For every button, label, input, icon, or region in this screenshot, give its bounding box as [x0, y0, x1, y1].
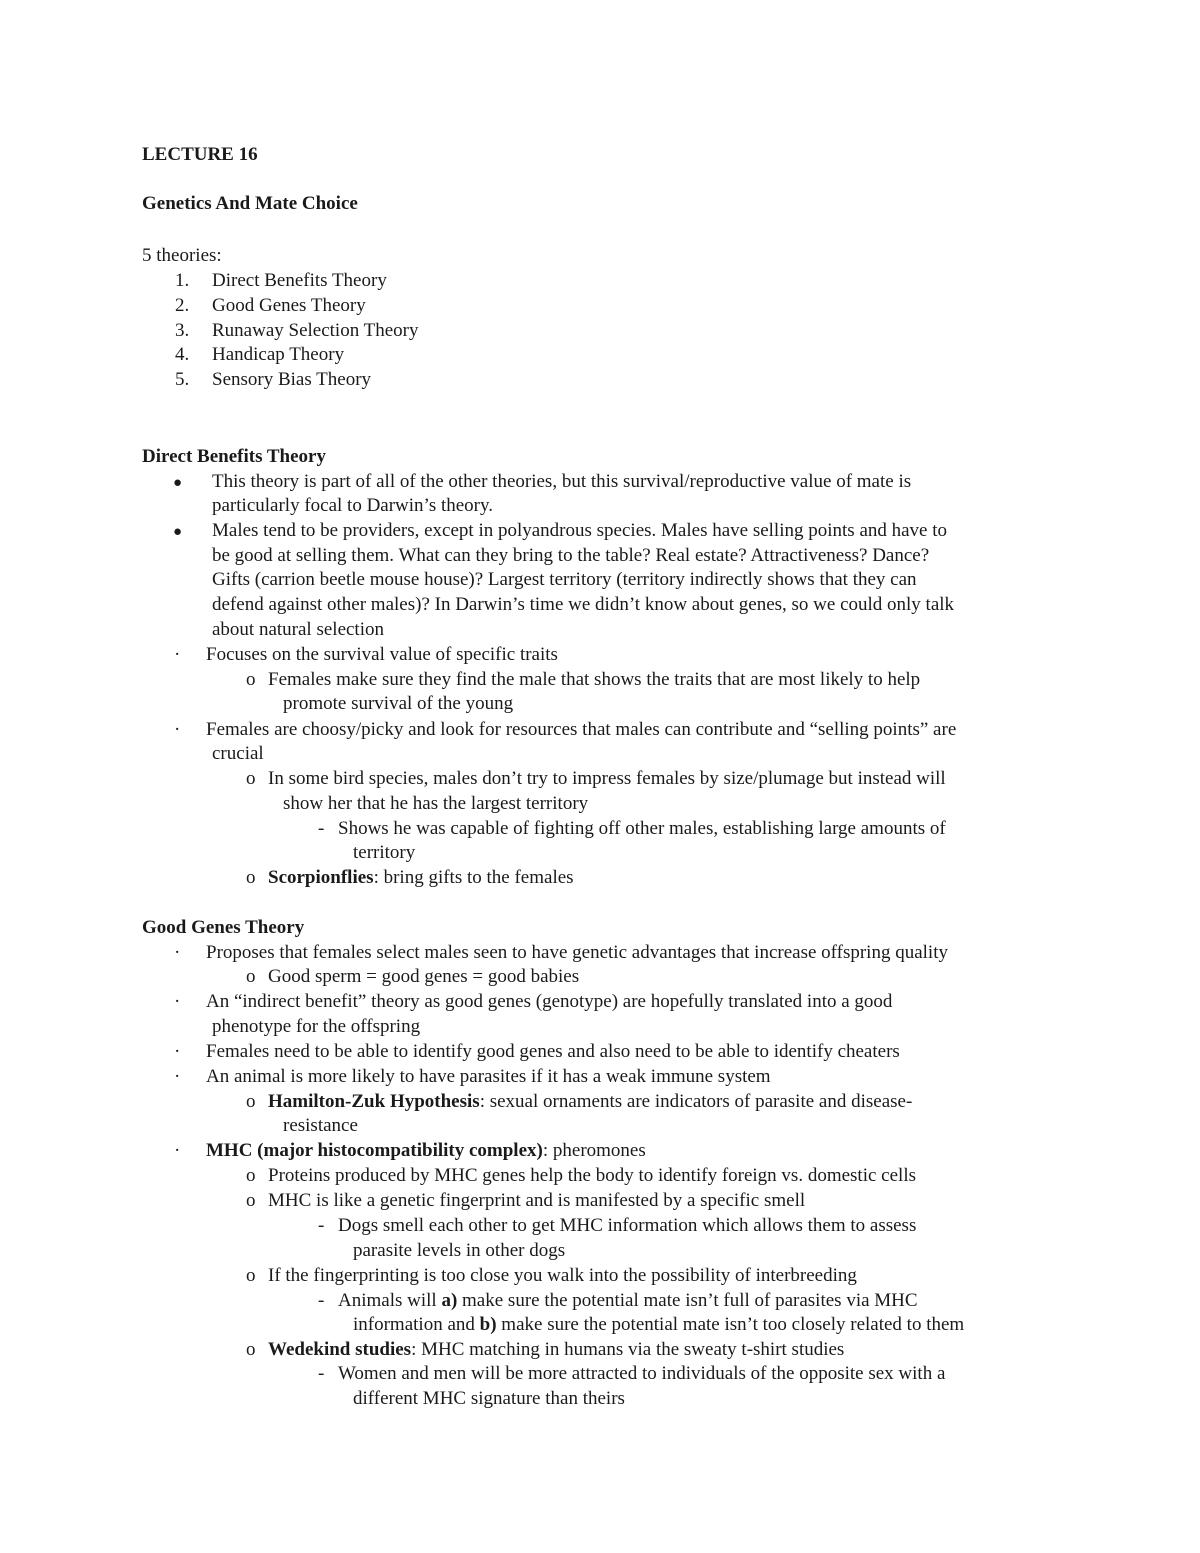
bullet-marker: ·	[174, 1041, 181, 1062]
term-description: : pheromones	[542, 1140, 646, 1161]
text-line: An “indirect benefit” theory as good genes (genotype) are hopefully translated into a good	[206, 991, 893, 1012]
dash-marker: -	[318, 818, 325, 839]
bullet-marker: ·	[174, 719, 181, 740]
bold-term: Wedekind studies	[268, 1339, 412, 1360]
text-line: Good sperm = good genes = good babies	[268, 966, 580, 987]
text-line: An animal is more likely to have parasites if it has a weak immune system	[206, 1066, 771, 1087]
bold-term: Hamilton-Zuk Hypothesis	[268, 1091, 480, 1112]
dash-marker: -	[318, 1363, 325, 1384]
sub-bullet-marker: o	[246, 1339, 256, 1360]
text-line: Proteins produced by MHC genes help the body to identify foreign vs. domestic cells	[268, 1165, 916, 1186]
list-number: 4.	[175, 344, 190, 365]
text-line: Females are choosy/picky and look for resources that males can contribute and “selling points” are	[206, 719, 957, 740]
text-line: Gifts (carrion beetle mouse house)? Largest territory (territory indirectly shows that they can	[212, 569, 917, 590]
text-line: be good at selling them. What can they bring to the table? Real estate? Attractiveness? Dance?	[212, 545, 930, 566]
text-line: Males tend to be providers, except in polyandrous species. Males have selling points and have to	[212, 520, 948, 541]
list-number: 5.	[175, 369, 190, 390]
text-line: In some bird species, males don’t try to impress females by size/plumage but instead will	[268, 768, 946, 789]
text-line: MHC is like a genetic fingerprint and is manifested by a specific smell	[268, 1190, 806, 1211]
bullet-marker: ·	[174, 1140, 181, 1161]
text-line	[268, 866, 574, 891]
sub-bullet-marker: o	[246, 669, 256, 690]
term-description: : bring gifts to the females	[373, 867, 574, 888]
text-line: crucial	[212, 743, 264, 764]
bold-term: MHC (major histocompatibility complex)	[206, 1140, 543, 1161]
text-fragment: Animals will	[338, 1290, 442, 1311]
page-subtitle: Genetics And Mate Choice	[142, 193, 358, 214]
sub-bullet-marker: o	[246, 1265, 256, 1286]
section-heading-direct-benefits: Direct Benefits Theory	[142, 446, 326, 467]
text-fragment: make sure the potential mate isn’t too closely related to them	[496, 1314, 965, 1335]
text-line: show her that he has the largest territory	[283, 793, 589, 814]
text-fragment: make sure the potential mate isn’t full of parasites via MHC	[457, 1290, 918, 1311]
list-item: Direct Benefits Theory	[212, 270, 387, 291]
list-item: Handicap Theory	[212, 344, 345, 365]
text-line: Dogs smell each other to get MHC information which allows them to assess	[338, 1215, 917, 1236]
bold-term: a)	[441, 1290, 458, 1311]
text-line: different MHC signature than theirs	[353, 1388, 625, 1409]
text-line: Women and men will be more attracted to individuals of the opposite sex with a	[338, 1363, 946, 1384]
text-line: particularly focal to Darwin’s theory.	[212, 495, 494, 516]
list-item: Sensory Bias Theory	[212, 369, 372, 390]
text-line: Focuses on the survival value of specific traits	[206, 644, 558, 665]
text-line: resistance	[283, 1115, 358, 1136]
text-line: promote survival of the young	[283, 693, 514, 714]
sub-bullet-marker: o	[246, 1165, 256, 1186]
text-line	[338, 1289, 918, 1314]
list-number: 2.	[175, 295, 190, 316]
text-line: Females make sure they find the male that shows the traits that are most likely to help	[268, 669, 921, 690]
bullet-marker: ·	[174, 1066, 181, 1087]
text-line: Shows he was capable of fighting off other males, establishing large amounts of	[338, 818, 946, 839]
text-line: defend against other males)? In Darwin’s time we didn’t know about genes, so we could only talk	[212, 594, 955, 615]
text-line: phenotype for the offspring	[212, 1016, 421, 1037]
page-title: LECTURE 16	[142, 144, 258, 165]
sub-bullet-marker: o	[246, 1091, 256, 1112]
bold-term: Scorpionflies	[268, 867, 374, 888]
sub-bullet-marker: o	[246, 966, 256, 987]
section-heading-good-genes: Good Genes Theory	[142, 917, 305, 938]
dash-marker: -	[318, 1215, 325, 1236]
term-description: : MHC matching in humans via the sweaty t-shirt studies	[411, 1339, 845, 1360]
sub-bullet-marker: o	[246, 768, 256, 789]
text-line: This theory is part of all of the other theories, but this survival/reproductive value of mate is	[212, 471, 912, 492]
term-description: : sexual ornaments are indicators of parasite and disease-	[479, 1091, 913, 1112]
text-line	[268, 1338, 844, 1363]
bullet-marker: ·	[174, 991, 181, 1012]
sub-bullet-marker: o	[246, 1190, 256, 1211]
list-item: Runaway Selection Theory	[212, 320, 419, 341]
text-line: Females need to be able to identify good genes and also need to be able to identify cheaters	[206, 1041, 900, 1062]
bullet-marker: ●	[173, 475, 183, 491]
text-line: about natural selection	[212, 619, 384, 640]
dash-marker: -	[318, 1290, 325, 1311]
bullet-marker: ●	[173, 524, 183, 540]
text-line: territory	[353, 842, 416, 863]
bullet-marker: ·	[174, 644, 181, 665]
bold-term: b)	[479, 1314, 497, 1335]
sub-bullet-marker: o	[246, 867, 256, 888]
text-line: If the fingerprinting is too close you walk into the possibility of interbreeding	[268, 1265, 857, 1286]
text-line: Proposes that females select males seen to have genetic advantages that increase offspring quality	[206, 942, 948, 963]
text-line	[353, 1313, 964, 1338]
text-line	[268, 1090, 912, 1115]
intro-text: 5 theories:	[142, 245, 222, 266]
text-fragment: information and	[353, 1314, 480, 1335]
list-item: Good Genes Theory	[212, 295, 366, 316]
list-number: 3.	[175, 320, 190, 341]
list-number: 1.	[175, 270, 190, 291]
text-line: parasite levels in other dogs	[353, 1240, 566, 1261]
bullet-marker: ·	[174, 942, 181, 963]
text-line	[206, 1139, 646, 1164]
